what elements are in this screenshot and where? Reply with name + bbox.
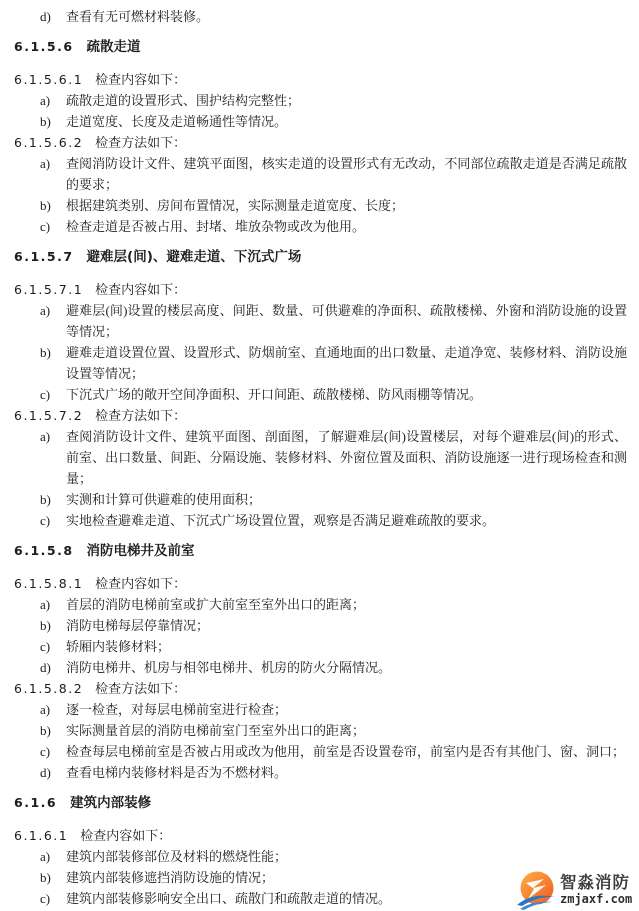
section-number: 6.1.5.8 <box>14 543 74 558</box>
item-label: a) <box>40 849 51 864</box>
item-text: 避难层(间)设置的楼层高度、间距、数量、可供避难的净面积、疏散楼梯、外窗和消防设施的设置等情况； <box>66 303 627 339</box>
section-heading <box>14 36 627 58</box>
list-item <box>14 489 627 510</box>
list-item <box>14 6 627 27</box>
item-text: 避难走道设置位置、设置形式、防烟前室、直通地面的出口数量、走道净宽、装修材料、消防设施设置等情况； <box>66 345 627 381</box>
clause-number: 6.1.5.7.1 <box>14 282 84 297</box>
clause-intro: 检查内容如下： <box>95 72 187 87</box>
item-text: 检查走道是否被占用、封堵、堆放杂物或改为他用。 <box>66 219 366 234</box>
item-text: 查看电梯内装修材料是否为不燃材料。 <box>66 765 288 780</box>
clause-number: 6.1.5.6.1 <box>14 72 84 87</box>
watermark-text <box>560 874 632 906</box>
clause-intro: 检查内容如下： <box>95 282 187 297</box>
item-text: 根据建筑类别、房间布置情况，实际测量走道宽度、长度； <box>66 198 405 213</box>
item-text: 疏散走道的设置形式、围护结构完整性； <box>66 93 301 108</box>
clause-intro: 检查内容如下： <box>80 828 172 843</box>
list-item <box>14 216 627 237</box>
item-text: 查看有无可燃材料装修。 <box>66 9 210 24</box>
item-text: 查阅消防设计文件、建筑平面图、剖面图，了解避难层(间)设置楼层，对每个避难层(间)的形式、前室、出口数量、间距、分隔设施、装修材料、外窗位置及面积、消防设施逐一进行现场检查和测量； <box>66 429 627 486</box>
item-text: 轿厢内装修材料； <box>66 639 171 654</box>
clause-number: 6.1.5.8.1 <box>14 576 84 591</box>
list-item <box>14 384 627 405</box>
clause-line <box>14 132 627 153</box>
section-title: 消防电梯井及前室 <box>86 543 195 559</box>
item-text: 走道宽度、长度及走道畅通性等情况。 <box>66 114 288 129</box>
item-label: a) <box>40 702 51 717</box>
clause-number: 6.1.6.1 <box>14 828 69 843</box>
item-label: b) <box>40 870 51 885</box>
item-label: a) <box>40 429 51 444</box>
clause-line <box>14 825 627 846</box>
item-text: 建筑内部装修部位及材料的燃烧性能； <box>66 849 288 864</box>
item-text: 检查每层电梯前室是否被占用或改为他用，前室是否设置卷帘，前室内是否有其他门、窗、洞口； <box>66 744 626 759</box>
item-text: 逐一检查，对每层电梯前室进行检查； <box>66 702 288 717</box>
clause-line <box>14 279 627 300</box>
watermark-brand: 智淼消防 <box>560 873 630 892</box>
item-label: b) <box>40 618 51 633</box>
item-label: d) <box>40 660 51 675</box>
item-text: 消防电梯每层停靠情况； <box>66 618 210 633</box>
item-label: c) <box>40 639 51 654</box>
item-label: a) <box>40 303 51 318</box>
clause-line <box>14 573 627 594</box>
item-text: 建筑内部装修遮挡消防设施的情况； <box>66 870 275 885</box>
item-label: a) <box>40 93 51 108</box>
clause-intro: 检查内容如下： <box>95 576 187 591</box>
item-label: c) <box>40 219 51 234</box>
item-text: 实测和计算可供避难的使用面积； <box>66 492 262 507</box>
item-label: c) <box>40 744 51 759</box>
section-title: 建筑内部装修 <box>70 795 152 811</box>
clause-line <box>14 405 627 426</box>
section-number: 6.1.5.7 <box>14 249 74 264</box>
clause-line <box>14 678 627 699</box>
item-label: b) <box>40 114 51 129</box>
item-text: 消防电梯井、机房与相邻电梯井、机房的防火分隔情况。 <box>66 660 392 675</box>
section-number: 6.1.6 <box>14 795 58 810</box>
item-label: d) <box>40 9 51 24</box>
list-item <box>14 153 627 195</box>
list-item <box>14 741 627 762</box>
list-item <box>14 426 627 489</box>
item-text: 实地检查避难走道、下沉式广场设置位置，观察是否满足避难疏散的要求。 <box>66 513 496 528</box>
clause-intro: 检查方法如下： <box>95 408 187 423</box>
item-label: a) <box>40 156 51 171</box>
flame-swoosh-icon <box>516 870 558 910</box>
list-item <box>14 111 627 132</box>
clause-number: 6.1.5.6.2 <box>14 135 84 150</box>
item-label: b) <box>40 723 51 738</box>
item-label: b) <box>40 345 51 360</box>
item-text: 下沉式广场的敞开空间净面积、开口间距、疏散楼梯、防风雨棚等情况。 <box>66 387 483 402</box>
section-heading <box>14 792 627 814</box>
item-text: 建筑内部装修影响安全出口、疏散门和疏散走道的情况。 <box>66 891 392 906</box>
list-item <box>14 846 627 867</box>
clause-line <box>14 69 627 90</box>
item-label: b) <box>40 492 51 507</box>
watermark <box>516 870 632 910</box>
list-item <box>14 342 627 384</box>
list-item <box>14 594 627 615</box>
list-item <box>14 720 627 741</box>
list-item <box>14 762 627 783</box>
list-item <box>14 699 627 720</box>
item-label: b) <box>40 198 51 213</box>
section-heading <box>14 540 627 562</box>
watermark-domain: zmjaxf.com <box>560 892 633 906</box>
item-label: d) <box>40 765 51 780</box>
list-item <box>14 636 627 657</box>
clause-intro: 检查方法如下： <box>95 135 187 150</box>
item-label: a) <box>40 597 51 612</box>
clause-number: 6.1.5.8.2 <box>14 681 84 696</box>
item-label: c) <box>40 387 51 402</box>
list-item <box>14 90 627 111</box>
item-text: 实际测量首层的消防电梯前室门至室外出口的距离； <box>66 723 366 738</box>
section-title: 疏散走道 <box>86 39 141 55</box>
section-number: 6.1.5.6 <box>14 39 74 54</box>
clause-intro: 检查方法如下： <box>95 681 187 696</box>
list-item <box>14 615 627 636</box>
item-text: 首层的消防电梯前室或扩大前室至室外出口的距离； <box>66 597 366 612</box>
list-item <box>14 510 627 531</box>
item-label: c) <box>40 891 51 906</box>
list-item <box>14 195 627 216</box>
item-label: c) <box>40 513 51 528</box>
list-item <box>14 657 627 678</box>
item-text: 查阅消防设计文件、建筑平面图，核实走道的设置形式有无改动，不同部位疏散走道是否满足疏散的要求； <box>66 156 627 192</box>
list-item <box>14 300 627 342</box>
section-title: 避难层(间)、避难走道、下沉式广场 <box>86 249 302 265</box>
clause-number: 6.1.5.7.2 <box>14 408 84 423</box>
section-heading <box>14 246 627 268</box>
